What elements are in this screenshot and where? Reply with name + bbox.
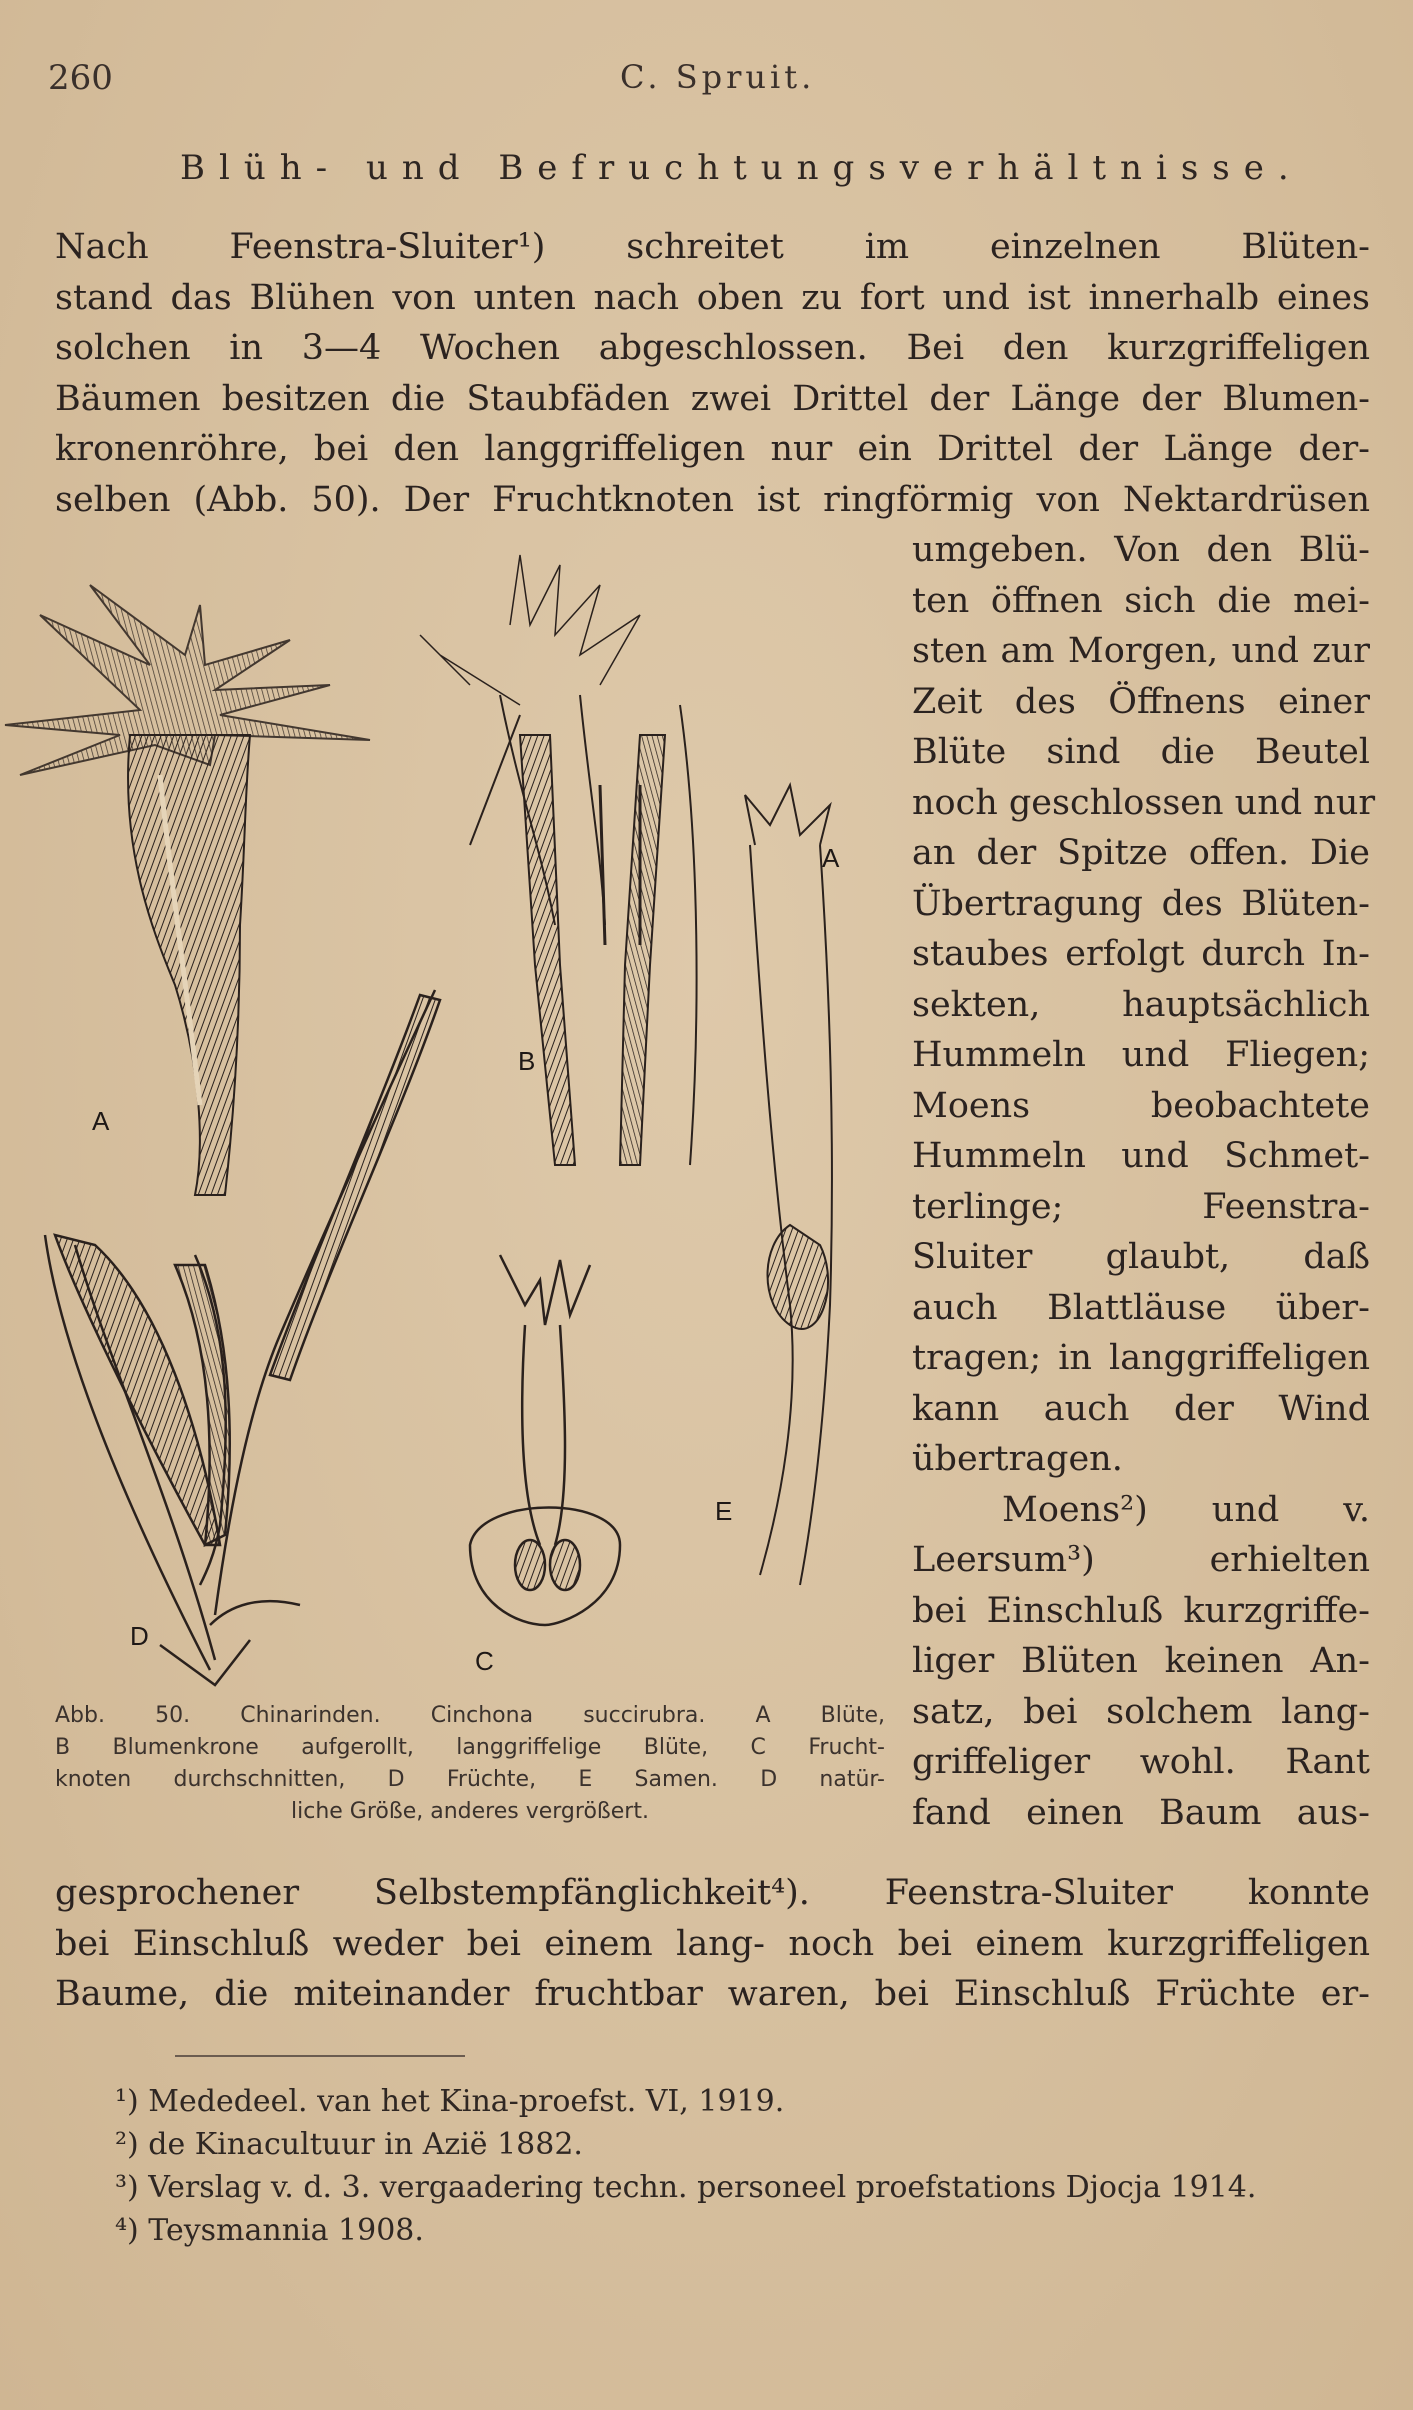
text-line: kann auch der Wind xyxy=(912,1388,1370,1429)
figure-label-c: C xyxy=(475,1646,494,1676)
footnotes xyxy=(115,2080,1256,2252)
text-line: Zeit des Öffnens einer xyxy=(912,681,1370,722)
flower-a-drawing xyxy=(5,585,370,1195)
paragraph-side-column xyxy=(912,525,1376,1838)
text-line: an der Spitze offen. Die xyxy=(912,833,1370,873)
text-line: staubes erfolgt durch In- xyxy=(912,934,1370,974)
footnote-1: ¹) Mededeel. van het Kina-proefst. VI, 1919. xyxy=(115,2084,785,2119)
footnote-divider xyxy=(175,2055,465,2057)
corolla-b-drawing xyxy=(420,555,697,1165)
text-line: Hummeln und Schmet- xyxy=(912,1136,1370,1176)
page-number: 260 xyxy=(48,58,113,98)
caption-line: Abb. 50. Chinarinden. Cinchona succirubra. A Blüte, xyxy=(55,1703,885,1728)
text-line: Hummeln und Fliegen; xyxy=(912,1035,1370,1075)
text-line: umgeben. Von den Blü- xyxy=(912,530,1370,570)
text-line: Baume, die miteinander fruchtbar waren, bei Einschluß Früchte er- xyxy=(55,1974,1370,2014)
text-line: noch geschlossen und nur xyxy=(912,782,1376,823)
text-line: selben (Abb. 50). Der Fruchtknoten ist ringförmig von Nektardrüsen xyxy=(55,479,1370,520)
figure-label-d: D xyxy=(130,1621,149,1651)
text-line: liger Blüten keinen An- xyxy=(912,1641,1370,1681)
text-line: Nach Feenstra-Sluiter¹) schreitet im einzelnen Blüten- xyxy=(55,227,1370,267)
section-title: Blüh- und Befruchtungsverhältnisse. xyxy=(180,148,1303,188)
text-line: Bäumen besitzen die Staubfäden zwei Drittel der Länge der Blumen- xyxy=(55,378,1370,419)
text-line: auch Blattläuse über- xyxy=(912,1287,1370,1328)
caption-line: liche Größe, anderes vergrößert. xyxy=(291,1799,649,1824)
text-line: ten öffnen sich die mei- xyxy=(912,580,1370,621)
text-line: Moens beobachtete xyxy=(912,1085,1370,1126)
paragraph-top xyxy=(55,222,1370,525)
footnote-3: ³) Verslag v. d. 3. vergaadering techn. personeel proefstations Djocja 1914. xyxy=(115,2170,1257,2205)
text-line: terlinge; Feenstra- xyxy=(912,1186,1370,1227)
text-line: Blüte sind die Beutel xyxy=(912,732,1370,772)
text-line: kronenröhre, bei den langgriffeligen nur ein Drittel der Länge der- xyxy=(55,429,1370,469)
ovary-c-drawing xyxy=(470,1255,620,1625)
running-header-author: C. Spruit. xyxy=(620,58,816,96)
figure-caption xyxy=(55,1700,885,1828)
text-line: sten am Morgen, und zur xyxy=(912,631,1370,671)
caption-line: knoten durchschnitten, D Früchte, E Samen. D natür- xyxy=(55,1767,885,1792)
text-line: Übertragung des Blüten- xyxy=(912,883,1370,924)
text-line: solchen in 3—4 Wochen abgeschlossen. Bei den kurzgriffeligen xyxy=(55,328,1370,368)
text-line: tragen; in langgriffeligen xyxy=(912,1338,1370,1378)
fruits-d-drawing xyxy=(45,990,440,1685)
figure-cinchona-illustration xyxy=(0,545,900,1700)
text-line: Sluiter glaubt, daß xyxy=(912,1237,1370,1277)
text-line: gesprochener Selbstempfänglichkeit⁴). Feenstra-Sluiter konnte xyxy=(55,1873,1370,1913)
paragraph-bottom xyxy=(55,1868,1370,2020)
figure-label-a: A xyxy=(92,1106,110,1136)
figure-label-a-right: A xyxy=(822,843,840,873)
text-line: stand das Blühen von unten nach oben zu fort und ist innerhalb eines xyxy=(55,277,1370,318)
text-line: übertragen. xyxy=(912,1439,1123,1479)
text-line: fand einen Baum aus- xyxy=(912,1792,1370,1833)
text-line: Leersum³) erhielten xyxy=(912,1540,1370,1580)
footnote-4: ⁴) Teysmannia 1908. xyxy=(115,2213,424,2248)
figure-label-e: E xyxy=(715,1496,733,1526)
footnote-2: ²) de Kinacultuur in Aziё 1882. xyxy=(115,2127,583,2162)
text-line: Moens²) und v. xyxy=(1002,1489,1370,1530)
corolla-long-drawing xyxy=(745,785,832,1585)
caption-line: B Blumenkrone aufgerollt, langgriffelige Blüte, C Frucht- xyxy=(55,1735,885,1760)
figure-label-b: B xyxy=(518,1046,536,1076)
text-line: satz, bei solchem lang- xyxy=(912,1691,1370,1732)
text-line: bei Einschluß weder bei einem lang- noch bei einem kurzgriffeligen xyxy=(55,1923,1370,1964)
text-line: bei Einschluß kurzgriffe- xyxy=(912,1590,1370,1631)
text-line: sekten, hauptsächlich xyxy=(912,984,1370,1025)
text-line: griffeliger wohl. Rant xyxy=(912,1742,1370,1782)
